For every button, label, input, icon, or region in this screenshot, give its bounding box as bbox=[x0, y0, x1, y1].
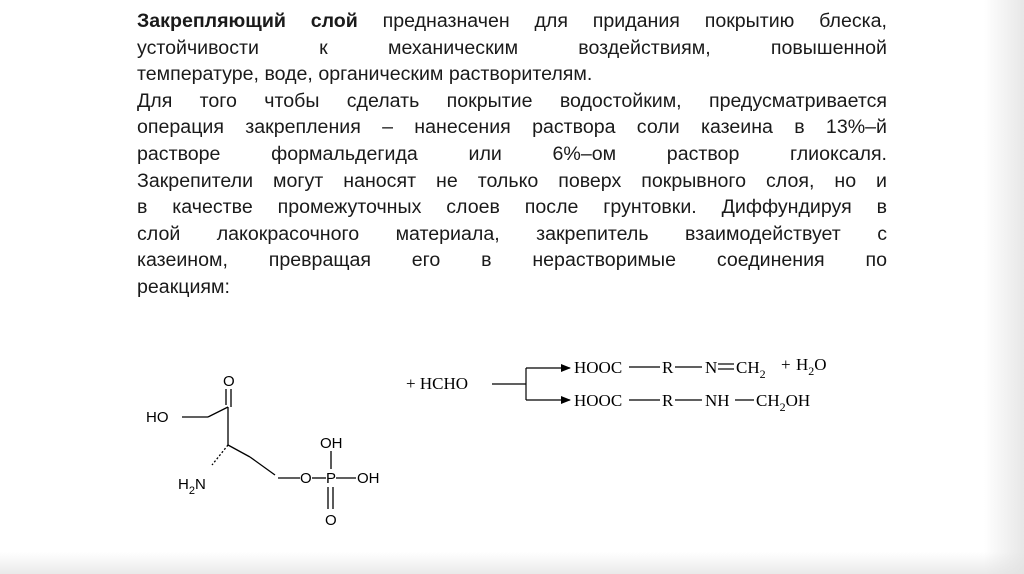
text-line-3: температуре, воде, органическим растворителям. bbox=[137, 63, 593, 86]
slide-edge-shadow-right bbox=[984, 0, 1024, 574]
text-line-8: в качестве промежуточных слоев после грунтовки. Диффундируя в bbox=[137, 196, 887, 219]
p1-h2o bbox=[796, 355, 827, 378]
mol-h2n-n: N bbox=[194, 476, 206, 493]
text-line-11: реакциям: bbox=[137, 275, 230, 298]
p1-ch2-sub: 2 bbox=[759, 367, 766, 381]
mol-ho: HO bbox=[146, 409, 169, 426]
p1-ch2 bbox=[736, 358, 766, 381]
mol-oh-right: OH bbox=[357, 470, 380, 487]
p1-h2o-sub: 2 bbox=[808, 364, 815, 378]
p2-ch2oh-ch: CH bbox=[756, 391, 780, 410]
slide-text bbox=[137, 8, 887, 301]
p1-r: R bbox=[662, 358, 674, 377]
p1-h2o-h: H bbox=[796, 355, 809, 374]
reaction-scheme bbox=[398, 352, 848, 422]
text-line-9: слой лакокрасочного материала, закрепитель взаимодействует с bbox=[137, 222, 887, 245]
p1-ch2-base: CH bbox=[736, 358, 760, 377]
rxn-reagent: + HCHO bbox=[406, 374, 469, 393]
mol-o-top: O bbox=[223, 373, 235, 390]
p2-ch2oh-sub: 2 bbox=[779, 400, 786, 414]
mol-o-bottom: O bbox=[325, 512, 337, 529]
line-1-rest: предназначен для придания покрытию блеска, bbox=[357, 10, 887, 32]
text-line-2: устойчивости к механическим воздействиям, повышенной bbox=[137, 36, 887, 59]
text-line-4: Для того чтобы сделать покрытие водостойким, предусматривается bbox=[137, 89, 887, 112]
p2-nh: NH bbox=[705, 391, 730, 410]
p2-ch2oh bbox=[756, 391, 810, 414]
p1-plus: + bbox=[781, 355, 791, 374]
text-line-6: растворе формальдегида или 6%–ом раствор глиоксаля. bbox=[137, 142, 887, 165]
p1-h2o-o: O bbox=[814, 355, 827, 374]
mol-h2n-sub: 2 bbox=[188, 485, 195, 497]
p2-hooc: HOOC bbox=[574, 391, 623, 410]
mol-oh-top: OH bbox=[320, 435, 343, 452]
text-line-7: Закрепители могут наносят не только поверх покрывного слоя, но и bbox=[137, 169, 887, 192]
text-line-10: казеином, превращая его в нерастворимые соединения по bbox=[137, 249, 887, 272]
bold-term: Закрепляющий слой bbox=[137, 10, 358, 32]
text-line-1 bbox=[137, 8, 887, 35]
text-line-5: операция закрепления – нанесения раствора соли казеина в 13%–й bbox=[137, 116, 887, 139]
p1-hooc: HOOC bbox=[574, 358, 623, 377]
mol-h2n bbox=[178, 476, 206, 497]
p2-ch2oh-oh: OH bbox=[785, 391, 811, 410]
phosphoserine-structure bbox=[140, 365, 400, 535]
mol-h2n-h: H bbox=[178, 476, 189, 493]
mol-p: P bbox=[326, 470, 337, 487]
p1-n: N bbox=[705, 358, 718, 377]
mol-o-link: O bbox=[300, 470, 312, 487]
slide-edge-shadow-bottom bbox=[0, 552, 1024, 574]
p2-r: R bbox=[662, 391, 674, 410]
